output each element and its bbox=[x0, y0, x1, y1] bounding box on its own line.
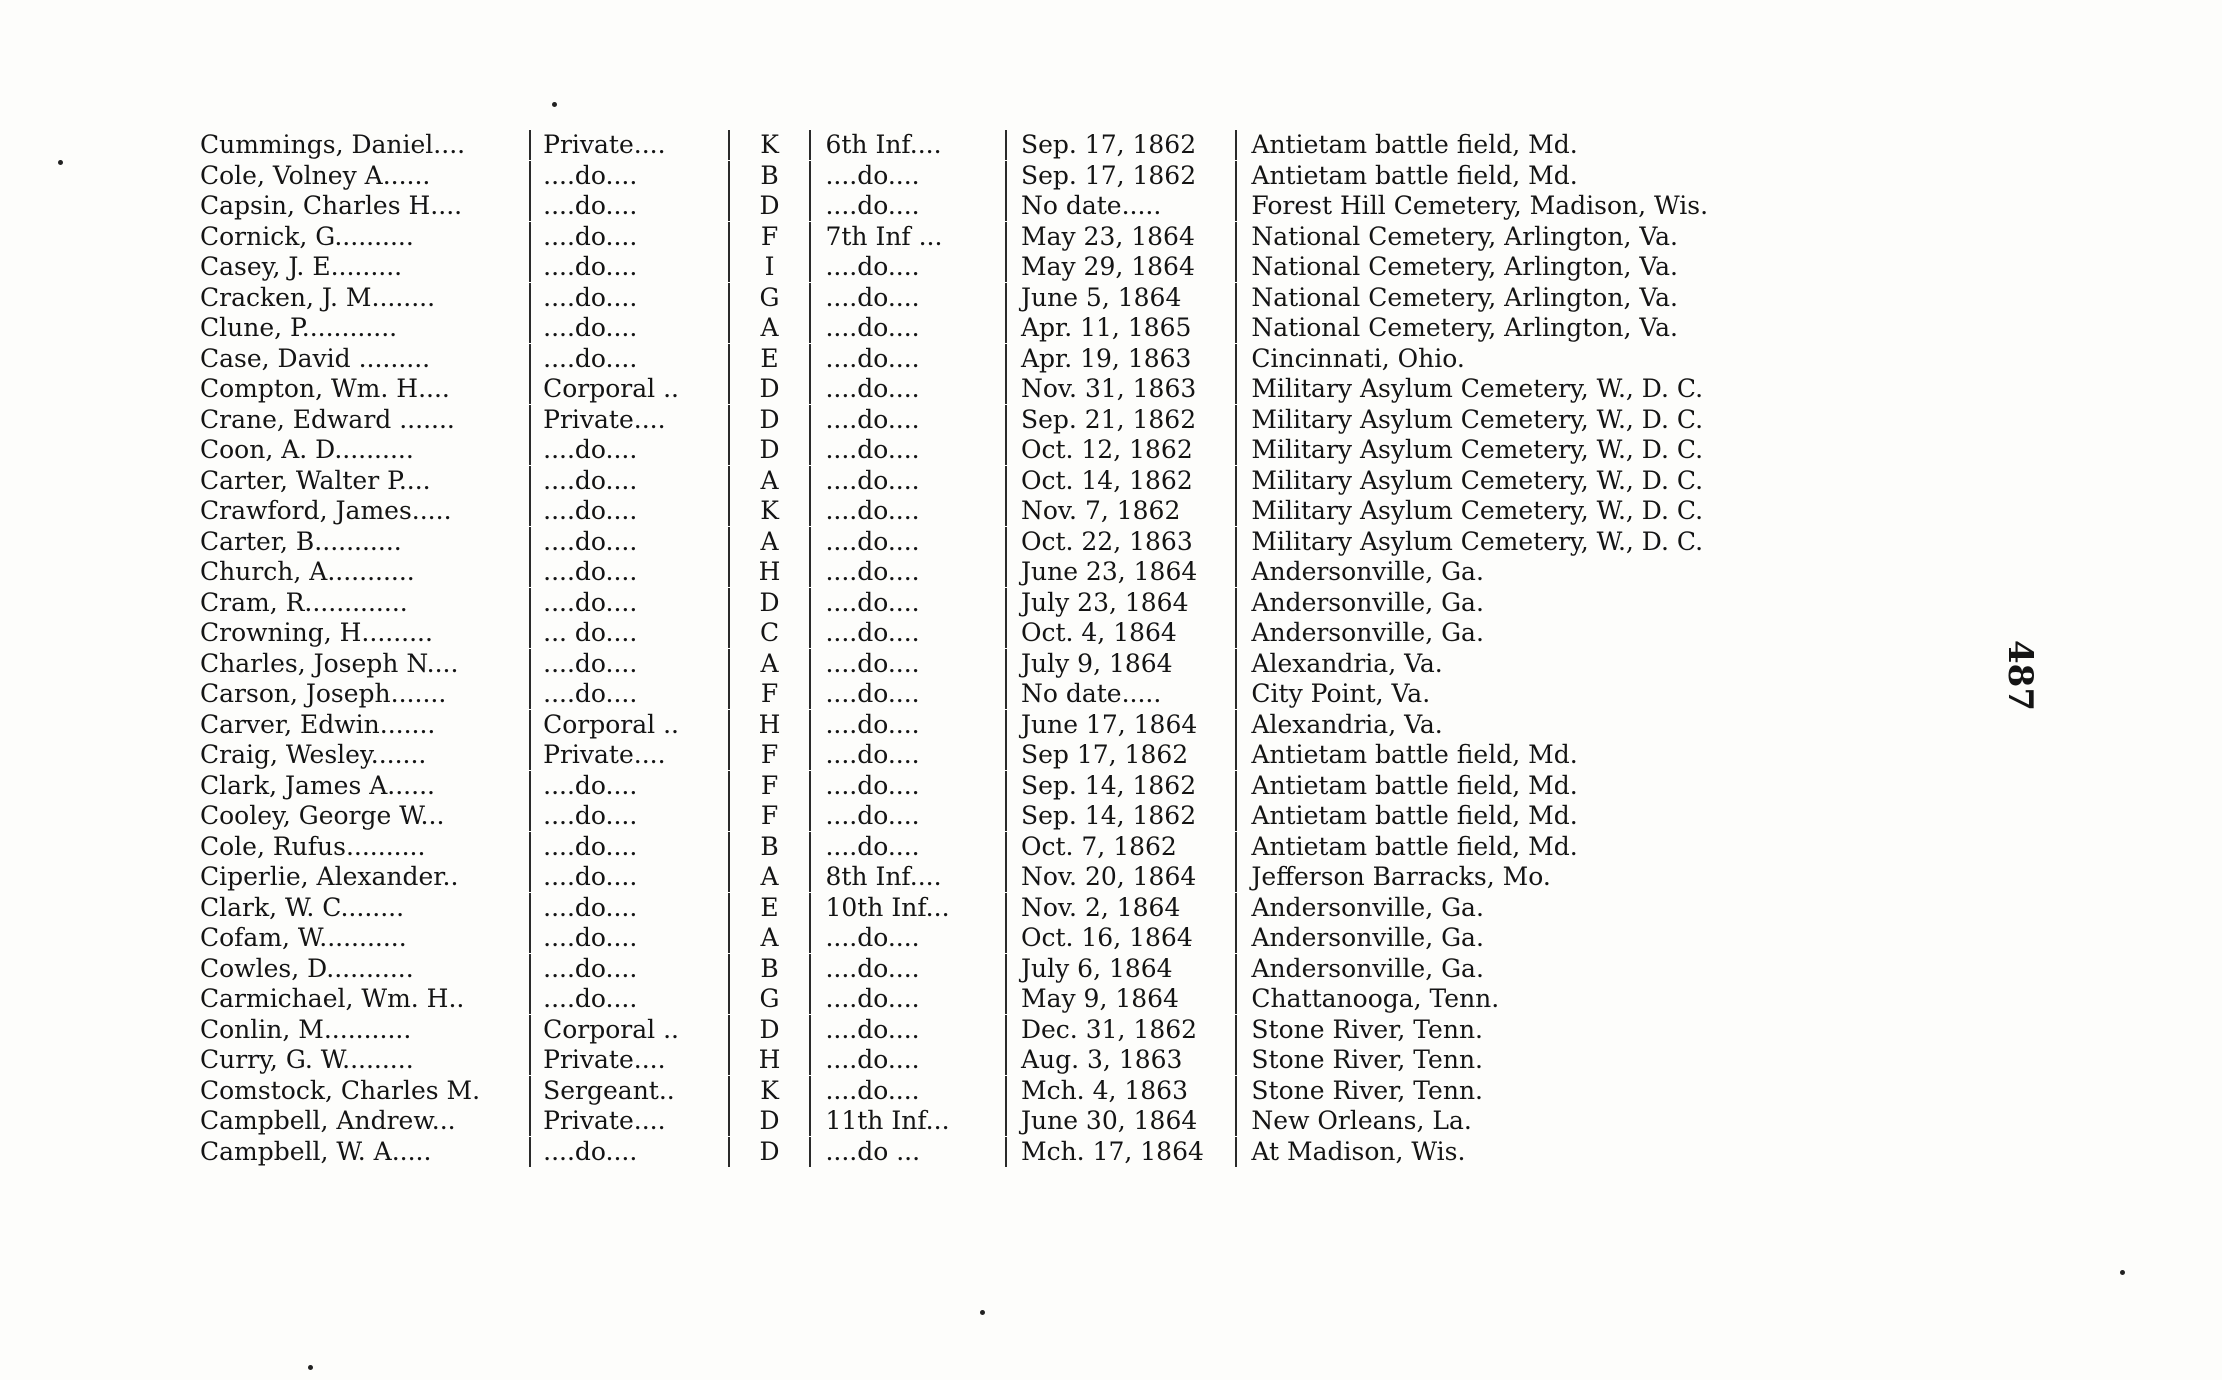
date-of-death-cell: May 23, 1864 bbox=[1005, 222, 1235, 252]
burial-place-cell: National Cemetery, Arlington, Va. bbox=[1235, 222, 1780, 252]
soldier-name-cell: Comstock, Charles M. bbox=[200, 1075, 481, 1105]
ink-speck bbox=[58, 160, 63, 165]
burial-place-cell: Antietam battle field, Md. bbox=[1235, 740, 1780, 770]
table-row bbox=[200, 679, 1780, 710]
date-of-death-cell: Oct. 12, 1862 bbox=[1005, 435, 1235, 465]
company-cell: E bbox=[728, 893, 810, 923]
regiment-cell: ....do.... bbox=[809, 405, 1005, 435]
burial-place-cell: Andersonville, Ga. bbox=[1235, 618, 1780, 648]
table-row bbox=[200, 344, 1780, 375]
regiment-cell: ....do.... bbox=[809, 832, 1005, 862]
burial-place-cell: Alexandria, Va. bbox=[1235, 649, 1780, 679]
regiment-cell: ....do.... bbox=[809, 527, 1005, 557]
soldier-name-cell: Carter, Walter P.... bbox=[200, 465, 431, 495]
burial-place-cell: New Orleans, La. bbox=[1235, 1106, 1780, 1136]
soldier-name-cell: Cole, Rufus.......... bbox=[200, 831, 426, 861]
table-row bbox=[200, 1076, 1780, 1107]
table-row bbox=[200, 405, 1780, 436]
table-row bbox=[200, 588, 1780, 619]
company-cell: D bbox=[728, 191, 810, 221]
table-row bbox=[200, 283, 1780, 314]
rank-cell: Corporal .. bbox=[529, 1015, 728, 1045]
date-of-death-cell: Oct. 14, 1862 bbox=[1005, 466, 1235, 496]
date-of-death-cell: Nov. 20, 1864 bbox=[1005, 862, 1235, 892]
company-cell: K bbox=[728, 496, 810, 526]
table-row bbox=[200, 710, 1780, 741]
soldier-name-cell: Ciperlie, Alexander.. bbox=[200, 862, 459, 892]
table-row bbox=[200, 191, 1780, 222]
regiment-cell: ....do.... bbox=[809, 161, 1005, 191]
rank-cell: ....do.... bbox=[529, 252, 728, 282]
company-cell: G bbox=[728, 984, 810, 1014]
regiment-cell: ....do.... bbox=[809, 710, 1005, 740]
date-of-death-cell: May 29, 1864 bbox=[1005, 252, 1235, 282]
burial-place-cell: Military Asylum Cemetery, W., D. C. bbox=[1235, 374, 1780, 404]
burial-place-cell: Forest Hill Cemetery, Madison, Wis. bbox=[1235, 191, 1780, 221]
company-cell: A bbox=[728, 313, 810, 343]
company-cell: F bbox=[728, 801, 810, 831]
regiment-cell: ....do.... bbox=[809, 313, 1005, 343]
burial-place-cell: Antietam battle field, Md. bbox=[1235, 832, 1780, 862]
date-of-death-cell: May 9, 1864 bbox=[1005, 984, 1235, 1014]
date-of-death-cell: Oct. 22, 1863 bbox=[1005, 527, 1235, 557]
date-of-death-cell: Sep. 14, 1862 bbox=[1005, 771, 1235, 801]
soldier-name-cell: Campbell, Andrew... bbox=[200, 1106, 456, 1136]
table-row bbox=[200, 1106, 1780, 1137]
regiment-cell: ....do.... bbox=[809, 557, 1005, 587]
rank-cell: ....do.... bbox=[529, 1137, 728, 1167]
date-of-death-cell: Oct. 4, 1864 bbox=[1005, 618, 1235, 648]
soldier-name-cell: Carter, B........... bbox=[200, 526, 402, 556]
table-row bbox=[200, 923, 1780, 954]
company-cell: D bbox=[728, 405, 810, 435]
rank-cell: ....do.... bbox=[529, 893, 728, 923]
date-of-death-cell: No date..... bbox=[1005, 191, 1235, 221]
date-of-death-cell: Nov. 31, 1863 bbox=[1005, 374, 1235, 404]
company-cell: D bbox=[728, 435, 810, 465]
date-of-death-cell: Apr. 11, 1865 bbox=[1005, 313, 1235, 343]
rank-cell: ....do.... bbox=[529, 283, 728, 313]
table-row bbox=[200, 893, 1780, 924]
table-row bbox=[200, 649, 1780, 680]
burial-place-cell: Andersonville, Ga. bbox=[1235, 923, 1780, 953]
company-cell: H bbox=[728, 1045, 810, 1075]
table-row bbox=[200, 801, 1780, 832]
rank-cell: ....do.... bbox=[529, 557, 728, 587]
burial-place-cell: Antietam battle field, Md. bbox=[1235, 161, 1780, 191]
regiment-cell: ....do.... bbox=[809, 1076, 1005, 1106]
regiment-cell: ....do.... bbox=[809, 954, 1005, 984]
regiment-cell: ....do.... bbox=[809, 466, 1005, 496]
company-cell: A bbox=[728, 923, 810, 953]
company-cell: K bbox=[728, 1076, 810, 1106]
regiment-cell: 10th Inf... bbox=[809, 893, 1005, 923]
ink-speck bbox=[552, 102, 557, 107]
company-cell: D bbox=[728, 1106, 810, 1136]
rank-cell: ....do.... bbox=[529, 161, 728, 191]
soldier-name-cell: Campbell, W. A..... bbox=[200, 1136, 432, 1166]
regiment-cell: ....do.... bbox=[809, 435, 1005, 465]
burial-place-cell: At Madison, Wis. bbox=[1235, 1137, 1780, 1167]
regiment-cell: ....do.... bbox=[809, 740, 1005, 770]
regiment-cell: 8th Inf.... bbox=[809, 862, 1005, 892]
company-cell: F bbox=[728, 222, 810, 252]
regiment-cell: ....do ... bbox=[809, 1137, 1005, 1167]
table-row bbox=[200, 222, 1780, 253]
soldier-name-cell: Carson, Joseph....... bbox=[200, 679, 447, 709]
rank-cell: ....do.... bbox=[529, 191, 728, 221]
company-cell: F bbox=[728, 740, 810, 770]
burial-place-cell: National Cemetery, Arlington, Va. bbox=[1235, 283, 1780, 313]
burial-place-cell: Antietam battle field, Md. bbox=[1235, 771, 1780, 801]
burial-place-cell: Military Asylum Cemetery, W., D. C. bbox=[1235, 466, 1780, 496]
rank-cell: ....do.... bbox=[529, 313, 728, 343]
soldier-name-cell: Coon, A. D.......... bbox=[200, 435, 414, 465]
burial-place-cell: Military Asylum Cemetery, W., D. C. bbox=[1235, 496, 1780, 526]
rank-cell: ....do.... bbox=[529, 832, 728, 862]
burial-place-cell: Military Asylum Cemetery, W., D. C. bbox=[1235, 527, 1780, 557]
soldier-name-cell: Case, David ......... bbox=[200, 343, 431, 373]
table-row bbox=[200, 313, 1780, 344]
company-cell: H bbox=[728, 557, 810, 587]
date-of-death-cell: Dec. 31, 1862 bbox=[1005, 1015, 1235, 1045]
rank-cell: Private.... bbox=[529, 405, 728, 435]
burial-place-cell: Andersonville, Ga. bbox=[1235, 893, 1780, 923]
soldier-name-cell: Cole, Volney A...... bbox=[200, 160, 431, 190]
date-of-death-cell: Sep. 14, 1862 bbox=[1005, 801, 1235, 831]
burial-place-cell: Andersonville, Ga. bbox=[1235, 557, 1780, 587]
rank-cell: ... do.... bbox=[529, 618, 728, 648]
regiment-cell: ....do.... bbox=[809, 283, 1005, 313]
regiment-cell: ....do.... bbox=[809, 374, 1005, 404]
rank-cell: ....do.... bbox=[529, 496, 728, 526]
soldier-name-cell: Curry, G. W......... bbox=[200, 1045, 414, 1075]
date-of-death-cell: June 23, 1864 bbox=[1005, 557, 1235, 587]
burial-place-cell: Cincinnati, Ohio. bbox=[1235, 344, 1780, 374]
rank-cell: ....do.... bbox=[529, 527, 728, 557]
company-cell: F bbox=[728, 679, 810, 709]
date-of-death-cell: June 30, 1864 bbox=[1005, 1106, 1235, 1136]
table-row bbox=[200, 862, 1780, 893]
company-cell: E bbox=[728, 344, 810, 374]
regiment-cell: ....do.... bbox=[809, 618, 1005, 648]
date-of-death-cell: June 17, 1864 bbox=[1005, 710, 1235, 740]
date-of-death-cell: Apr. 19, 1863 bbox=[1005, 344, 1235, 374]
soldier-name-cell: Casey, J. E......... bbox=[200, 252, 403, 282]
soldier-name-cell: Clark, James A...... bbox=[200, 770, 435, 800]
burial-place-cell: Andersonville, Ga. bbox=[1235, 954, 1780, 984]
company-cell: H bbox=[728, 710, 810, 740]
company-cell: C bbox=[728, 618, 810, 648]
date-of-death-cell: No date..... bbox=[1005, 679, 1235, 709]
table-row bbox=[200, 771, 1780, 802]
date-of-death-cell: July 6, 1864 bbox=[1005, 954, 1235, 984]
table-row bbox=[200, 374, 1780, 405]
burial-place-cell: Antietam battle field, Md. bbox=[1235, 130, 1780, 160]
rank-cell: ....do.... bbox=[529, 649, 728, 679]
burial-place-cell: Chattanooga, Tenn. bbox=[1235, 984, 1780, 1014]
company-cell: B bbox=[728, 832, 810, 862]
soldier-name-cell: Cofam, W........... bbox=[200, 923, 407, 953]
burial-place-cell: City Point, Va. bbox=[1235, 679, 1780, 709]
rank-cell: ....do.... bbox=[529, 862, 728, 892]
company-cell: D bbox=[728, 1137, 810, 1167]
company-cell: I bbox=[728, 252, 810, 282]
burial-place-cell: Antietam battle field, Md. bbox=[1235, 801, 1780, 831]
burial-place-cell: Military Asylum Cemetery, W., D. C. bbox=[1235, 435, 1780, 465]
table-row bbox=[200, 618, 1780, 649]
soldier-name-cell: Crowning, H......... bbox=[200, 618, 433, 648]
regiment-cell: ....do.... bbox=[809, 344, 1005, 374]
soldier-name-cell: Carmichael, Wm. H.. bbox=[200, 984, 465, 1014]
rank-cell: Corporal .. bbox=[529, 710, 728, 740]
regiment-cell: 11th Inf... bbox=[809, 1106, 1005, 1136]
table-row bbox=[200, 527, 1780, 558]
rank-cell: Sergeant.. bbox=[529, 1076, 728, 1106]
regiment-cell: ....do.... bbox=[809, 679, 1005, 709]
date-of-death-cell: Sep. 21, 1862 bbox=[1005, 405, 1235, 435]
date-of-death-cell: Sep. 17, 1862 bbox=[1005, 161, 1235, 191]
page-number: 487 bbox=[2000, 640, 2040, 711]
date-of-death-cell: Sep. 17, 1862 bbox=[1005, 130, 1235, 160]
date-of-death-cell: June 5, 1864 bbox=[1005, 283, 1235, 313]
company-cell: B bbox=[728, 954, 810, 984]
company-cell: D bbox=[728, 374, 810, 404]
rank-cell: Private.... bbox=[529, 1045, 728, 1075]
company-cell: K bbox=[728, 130, 810, 160]
rank-cell: ....do.... bbox=[529, 344, 728, 374]
company-cell: A bbox=[728, 862, 810, 892]
soldier-name-cell: Conlin, M........... bbox=[200, 1014, 412, 1044]
burial-place-cell: Alexandria, Va. bbox=[1235, 710, 1780, 740]
table-row bbox=[200, 161, 1780, 192]
ink-speck bbox=[308, 1365, 313, 1370]
date-of-death-cell: July 23, 1864 bbox=[1005, 588, 1235, 618]
regiment-cell: ....do.... bbox=[809, 1045, 1005, 1075]
rank-cell: Private.... bbox=[529, 740, 728, 770]
table-row bbox=[200, 466, 1780, 497]
company-cell: A bbox=[728, 466, 810, 496]
table-row bbox=[200, 557, 1780, 588]
table-row bbox=[200, 1015, 1780, 1046]
rank-cell: ....do.... bbox=[529, 771, 728, 801]
soldier-name-cell: Crane, Edward ....... bbox=[200, 404, 455, 434]
date-of-death-cell: Mch. 17, 1864 bbox=[1005, 1137, 1235, 1167]
rank-cell: ....do.... bbox=[529, 801, 728, 831]
rank-cell: Private.... bbox=[529, 1106, 728, 1136]
rank-cell: ....do.... bbox=[529, 954, 728, 984]
rank-cell: ....do.... bbox=[529, 984, 728, 1014]
regiment-cell: ....do.... bbox=[809, 771, 1005, 801]
date-of-death-cell: Sep 17, 1862 bbox=[1005, 740, 1235, 770]
table-row bbox=[200, 1137, 1780, 1168]
burial-place-cell: National Cemetery, Arlington, Va. bbox=[1235, 313, 1780, 343]
company-cell: B bbox=[728, 161, 810, 191]
ink-speck bbox=[980, 1310, 985, 1315]
regiment-cell: ....do.... bbox=[809, 649, 1005, 679]
burial-place-cell: National Cemetery, Arlington, Va. bbox=[1235, 252, 1780, 282]
date-of-death-cell: July 9, 1864 bbox=[1005, 649, 1235, 679]
burial-place-cell: Stone River, Tenn. bbox=[1235, 1076, 1780, 1106]
rank-cell: Corporal .. bbox=[529, 374, 728, 404]
table-row bbox=[200, 252, 1780, 283]
burial-roster-table bbox=[200, 130, 1780, 1167]
regiment-cell: 7th Inf ... bbox=[809, 222, 1005, 252]
soldier-name-cell: Craig, Wesley....... bbox=[200, 740, 427, 770]
date-of-death-cell: Aug. 3, 1863 bbox=[1005, 1045, 1235, 1075]
soldier-name-cell: Cooley, George W... bbox=[200, 801, 445, 831]
rank-cell: ....do.... bbox=[529, 679, 728, 709]
table-row bbox=[200, 984, 1780, 1015]
date-of-death-cell: Mch. 4, 1863 bbox=[1005, 1076, 1235, 1106]
company-cell: A bbox=[728, 527, 810, 557]
soldier-name-cell: Church, A........... bbox=[200, 557, 415, 587]
rank-cell: Private.... bbox=[529, 130, 728, 160]
table-row bbox=[200, 130, 1780, 161]
regiment-cell: ....do.... bbox=[809, 588, 1005, 618]
regiment-cell: ....do.... bbox=[809, 801, 1005, 831]
burial-place-cell: Stone River, Tenn. bbox=[1235, 1045, 1780, 1075]
regiment-cell: ....do.... bbox=[809, 984, 1005, 1014]
ink-speck bbox=[2120, 1270, 2125, 1275]
rank-cell: ....do.... bbox=[529, 222, 728, 252]
burial-place-cell: Jefferson Barracks, Mo. bbox=[1235, 862, 1780, 892]
regiment-cell: ....do.... bbox=[809, 191, 1005, 221]
rank-cell: ....do.... bbox=[529, 588, 728, 618]
date-of-death-cell: Nov. 7, 1862 bbox=[1005, 496, 1235, 526]
table-row bbox=[200, 954, 1780, 985]
table-row bbox=[200, 496, 1780, 527]
soldier-name-cell: Clune, P............ bbox=[200, 313, 398, 343]
soldier-name-cell: Cummings, Daniel.... bbox=[200, 130, 466, 160]
date-of-death-cell: Nov. 2, 1864 bbox=[1005, 893, 1235, 923]
soldier-name-cell: Cowles, D........... bbox=[200, 953, 414, 983]
regiment-cell: ....do.... bbox=[809, 252, 1005, 282]
soldier-name-cell: Crawford, James..... bbox=[200, 496, 452, 526]
company-cell: G bbox=[728, 283, 810, 313]
soldier-name-cell: Capsin, Charles H.... bbox=[200, 191, 463, 221]
date-of-death-cell: Oct. 16, 1864 bbox=[1005, 923, 1235, 953]
soldier-name-cell: Cracken, J. M........ bbox=[200, 282, 436, 312]
soldier-name-cell: Cram, R............. bbox=[200, 587, 408, 617]
regiment-cell: ....do.... bbox=[809, 1015, 1005, 1045]
table-row bbox=[200, 435, 1780, 466]
burial-place-cell: Andersonville, Ga. bbox=[1235, 588, 1780, 618]
date-of-death-cell: Oct. 7, 1862 bbox=[1005, 832, 1235, 862]
company-cell: D bbox=[728, 588, 810, 618]
table-row bbox=[200, 1045, 1780, 1076]
table-row bbox=[200, 832, 1780, 863]
rank-cell: ....do.... bbox=[529, 923, 728, 953]
rank-cell: ....do.... bbox=[529, 435, 728, 465]
company-cell: A bbox=[728, 649, 810, 679]
soldier-name-cell: Carver, Edwin....... bbox=[200, 709, 436, 739]
regiment-cell: ....do.... bbox=[809, 496, 1005, 526]
company-cell: F bbox=[728, 771, 810, 801]
soldier-name-cell: Cornick, G.......... bbox=[200, 221, 414, 251]
table-row bbox=[200, 740, 1780, 771]
soldier-name-cell: Compton, Wm. H.... bbox=[200, 374, 450, 404]
burial-place-cell: Stone River, Tenn. bbox=[1235, 1015, 1780, 1045]
regiment-cell: ....do.... bbox=[809, 923, 1005, 953]
regiment-cell: 6th Inf.... bbox=[809, 130, 1005, 160]
burial-place-cell: Military Asylum Cemetery, W., D. C. bbox=[1235, 405, 1780, 435]
soldier-name-cell: Clark, W. C........ bbox=[200, 892, 405, 922]
company-cell: D bbox=[728, 1015, 810, 1045]
soldier-name-cell: Charles, Joseph N.... bbox=[200, 648, 459, 678]
rank-cell: ....do.... bbox=[529, 466, 728, 496]
